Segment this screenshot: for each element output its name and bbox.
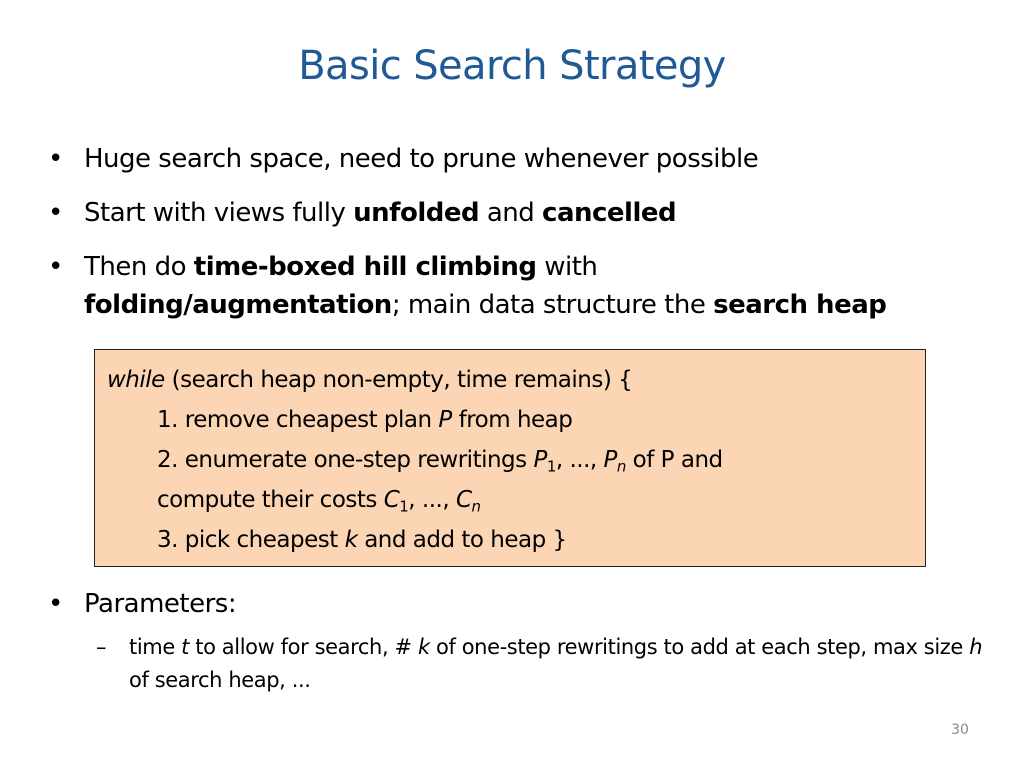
code-text: , ..., [555, 447, 604, 473]
algorithm-box [94, 349, 926, 567]
code-line-step2-cont [107, 480, 913, 520]
bullet-icon: • [48, 589, 63, 619]
code-line-step2 [107, 440, 913, 480]
bullet-bold-cancelled: cancelled [542, 198, 677, 228]
code-subscript: n [471, 497, 481, 516]
bullet-item-start [48, 194, 998, 232]
bullet-bold-hill-climbing: time-boxed hill climbing [193, 252, 537, 282]
sub-text: of search heap, ... [129, 668, 311, 692]
code-keyword-while: while [107, 367, 165, 393]
code-text: 1. remove cheapest plan [157, 407, 439, 433]
code-text: 2. enumerate one-step rewritings [157, 447, 534, 473]
code-subscript: 1 [546, 457, 556, 476]
code-line-step3 [107, 520, 913, 560]
code-var: P [603, 447, 617, 473]
code-var: k [344, 527, 358, 553]
bullet-bold-search-heap: search heap [713, 290, 887, 320]
sub-text: time [129, 635, 182, 659]
bullet-text-middle: and [479, 198, 543, 228]
code-text: of P and [625, 447, 723, 473]
bullet-text-prefix: Then do [84, 252, 194, 282]
bullet-text-prefix: Start with views fully [84, 198, 354, 228]
code-subscript: 1 [399, 497, 409, 516]
bullet-bold-unfolded: unfolded [353, 198, 480, 228]
bullet-item-parameters [48, 585, 998, 623]
bullet-icon: • [48, 252, 63, 282]
code-line-step1 [107, 400, 913, 440]
bullet-item-search-space [48, 140, 998, 178]
bullet-bold-folding: folding/augmentation [84, 290, 392, 320]
bullet-list [48, 140, 998, 340]
bullet-text: Huge search space, need to prune whenever possible [84, 144, 759, 174]
code-text: from heap [451, 407, 573, 433]
bullet-icon: • [48, 198, 63, 228]
sub-text: to allow for search, # [188, 635, 418, 659]
bullet-text-middle: with [536, 252, 598, 282]
code-var: C [383, 487, 400, 513]
sub-var: h [969, 635, 983, 659]
code-text: , ..., [408, 487, 456, 513]
code-var: C [455, 487, 472, 513]
slide-number: 30 [951, 722, 969, 738]
bullet-text-middle2: ; main data structure the [391, 290, 714, 320]
code-text: and add to heap } [357, 527, 567, 553]
code-var: P [438, 407, 452, 433]
code-text: compute their costs [157, 487, 384, 513]
parameters-sub-item [48, 631, 998, 697]
dash-icon: – [96, 635, 107, 659]
parameters-label: Parameters: [84, 589, 237, 619]
code-var: P [533, 447, 547, 473]
code-text: 3. pick cheapest [157, 527, 345, 553]
code-line-while [107, 360, 913, 400]
parameters-section [48, 585, 998, 697]
bullet-item-hill-climbing [48, 248, 998, 324]
sub-var: t [181, 635, 189, 659]
code-subscript: n [616, 457, 626, 476]
sub-text: of one-step rewritings to add at each step, max size [429, 635, 970, 659]
slide-title: Basic Search Strategy [298, 43, 726, 89]
code-text: (search heap non-empty, time remains) { [164, 367, 633, 393]
bullet-icon: • [48, 144, 63, 174]
sub-var: k [417, 635, 430, 659]
